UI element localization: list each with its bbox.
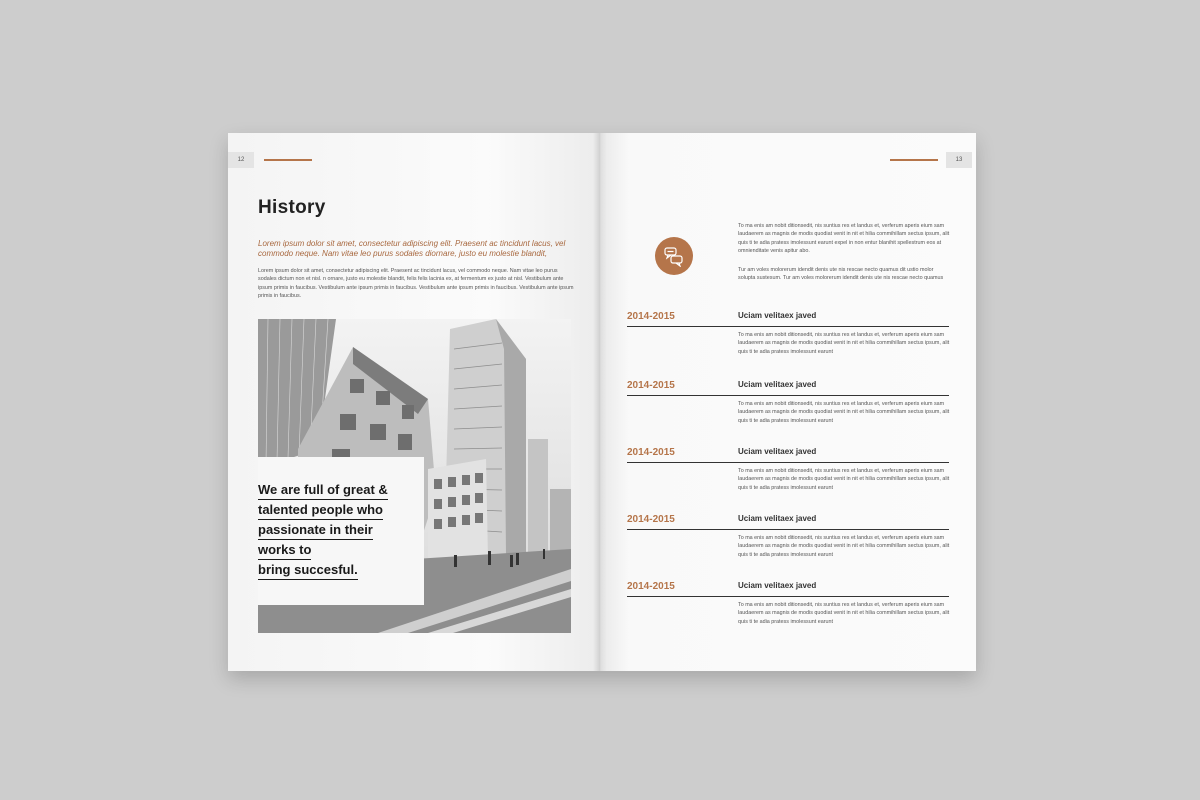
timeline-heading: Uciam velitaex javed — [738, 581, 817, 590]
quote-box — [258, 457, 424, 605]
timeline-rule — [627, 462, 949, 463]
timeline-rule — [627, 529, 949, 530]
timeline-text: To ma enis am nobit ditionsedit, nis suntius res et landus et, verferum aperis eium sam laudaerem as magnis de modis quodiat venit in nit et hilia commihillam sectus ipsum, alit quis ti te adia pratess imolessunt earunt — [738, 602, 950, 625]
quote-line-4: works to — [258, 542, 311, 560]
timeline-text: To ma enis am nobit ditionsedit, nis suntius res et landus et, verferum aperis eium sam laudaerem as magnis de modis quodiat venit in nit et hilia commihillam sectus ipsum, alit quis ti te adia pratess imolessunt earunt — [738, 401, 950, 424]
timeline-year: 2014-2015 — [627, 581, 675, 592]
timeline-heading: Uciam velitaex javed — [738, 447, 817, 456]
timeline-rule — [627, 326, 949, 327]
spine-shadow — [593, 133, 607, 671]
intro-text: Lorem ipsum dolor sit amet, consectetur adipiscing elit. Praesent ac tincidunt lacus, vel commodo neque. Nam vitae leo purus sodales diornare, justo eu molestie blandit, — [258, 239, 566, 258]
accent-rule-right — [890, 159, 938, 161]
body-text: Lorem ipsum dolor sit amet, consectetur adipiscing elit. Praesent ac tincidunt lacus, vel commodo neque. Nam vitae leo purus sodales dictum non et nisl. n ornare, justo eu molestie blandit, felis felis lacinia ex, at fermentum ex justo at nisl. Vestibulum ante ipsum primis in faucibus. Vestibulum ante ipsum primis in faucibus. Vestibulum ante ipsum primis in faucibus. Vestibulum ante ipsum primis in faucibus. — [258, 268, 574, 300]
page-number-left: 12 — [228, 152, 254, 168]
quote-line-2: talented people who — [258, 502, 383, 520]
timeline-year: 2014-2015 — [627, 447, 675, 458]
timeline-heading: Uciam velitaex javed — [738, 380, 817, 389]
timeline-text: To ma enis am nobit ditionsedit, nis suntius res et landus et, verferum aperis eium sam laudaerem as magnis de modis quodiat venit in nit et hilia commihillam sectus ipsum, alit quis ti te adia pratess imolessunt earunt — [738, 468, 950, 491]
brochure-spread — [228, 133, 976, 671]
timeline-heading: Uciam velitaex javed — [738, 514, 817, 523]
timeline-year: 2014-2015 — [627, 311, 675, 322]
page-number-right: 13 — [946, 152, 972, 168]
chat-bubbles-icon — [655, 237, 693, 275]
quote-line-1: We are full of great & — [258, 482, 388, 500]
timeline-text: To ma enis am nobit ditionsedit, nis suntius res et landus et, verferum aperis eium sam laudaerem as magnis de modis quodiat venit in nit et hilia commihillam sectus ipsum, alit quis ti te adia pratess imolessunt earunt — [738, 332, 950, 355]
right-page — [599, 133, 976, 671]
page-title: History — [258, 197, 326, 218]
timeline-rule — [627, 596, 949, 597]
timeline-year: 2014-2015 — [627, 514, 675, 525]
timeline-year: 2014-2015 — [627, 380, 675, 391]
left-page — [228, 133, 599, 671]
timeline-text: To ma enis am nobit ditionsedit, nis suntius res et landus et, verferum aperis eium sam laudaerem as magnis de modis quodiat venit in nit et hilia commihillam sectus ipsum, alit quis ti te adia pratess imolessunt earunt — [738, 535, 950, 558]
quote-line-5: bring succesful. — [258, 562, 358, 580]
intro-paragraph-1: To ma enis am nobit ditionsedit, nis suntius res et landus et, verferum aperis eium sam laudaerem as magnis de modis quodiat venit in nit et hilia commihillam sectus ipsum, alit quis ti te adia pratess imolessunt earunt expel in non entur blanihit spellestrum eos at omnienditate venis apitur abo. — [738, 223, 950, 255]
timeline-rule — [627, 395, 949, 396]
timeline-heading: Uciam velitaex javed — [738, 311, 817, 320]
intro-paragraph-2: Tur am voles molorerum idendit denis ute nis rescae necto quamus dit ustio molor solupta sustesum. Tur am voles molorerum idendit denis ute nis rescae necto quamus — [738, 267, 944, 282]
quote-line-3: passionate in their — [258, 522, 373, 540]
accent-rule-left — [264, 159, 312, 161]
